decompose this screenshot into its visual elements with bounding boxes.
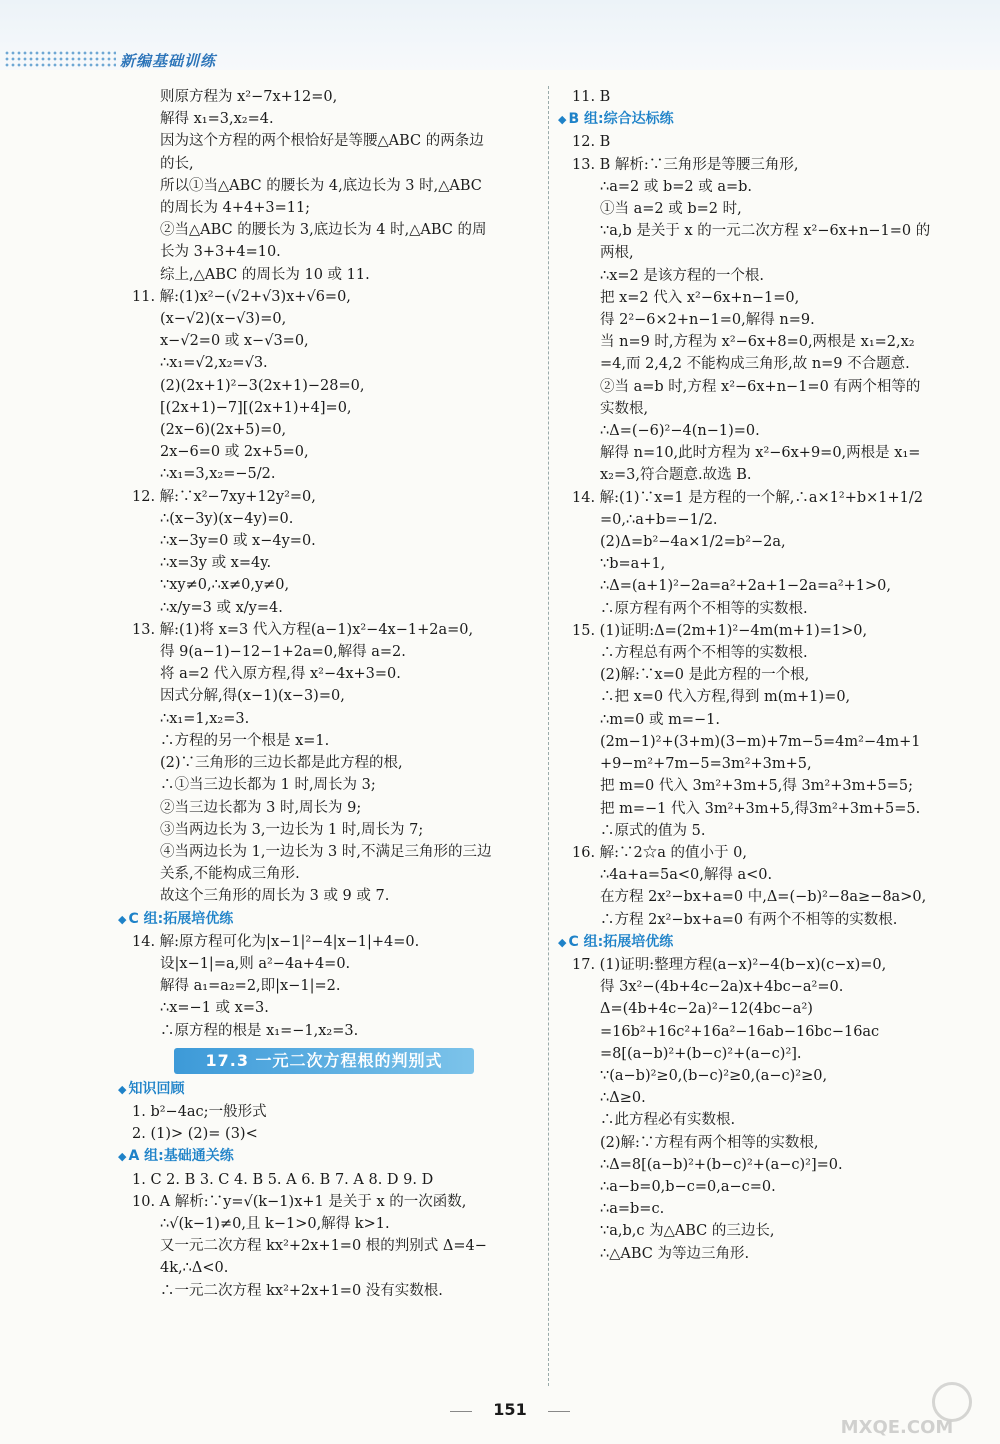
answer-line: ∴方程的另一个根是 x=1. <box>160 732 330 749</box>
answer-line: 长为 3+3+4=10. <box>160 244 281 261</box>
question-number-line: 16. 解:∵2☆a 的值小于 0, <box>572 844 747 861</box>
diamond-icon: ◆ <box>118 912 127 926</box>
answer-line: ∵b=a+1, <box>600 556 666 573</box>
left-column <box>118 86 532 1302</box>
answer-line: ∴a=2 或 b=2 或 a=b. <box>600 178 753 195</box>
answer-line: 得 3x²−(4b+4c−2a)x+4bc−a²=0. <box>600 979 844 996</box>
answer-line: [(2x+1)−7][(2x+1)+4]=0, <box>160 399 352 416</box>
watermark-logo-icon <box>932 1382 972 1422</box>
answer-line: 实数根, <box>600 400 649 417</box>
answer-line: ∵a,b 是关于 x 的一元二次方程 x²−6x+n−1=0 的 <box>600 223 931 240</box>
answer-line: ∴Δ=(a+1)²−2a=a²+2a+1−2a=a²+1>0, <box>600 578 891 595</box>
answer-line: =4,而 2,4,2 不能构成三角形,故 n=9 不合题意. <box>600 356 910 373</box>
section-heading-text: C 组:拓展培优练 <box>128 910 234 927</box>
answer-line: ∴m=0 或 m=−1. <box>600 711 720 728</box>
answer-line: x−√2=0 或 x−√3=0, <box>160 333 309 350</box>
answer-line: (2)Δ=b²−4a×1/2=b²−2a, <box>600 534 786 551</box>
answer-line: (x−√2)(x−√3)=0, <box>160 311 287 328</box>
answer-line: 把 m=−1 代入 3m²+3m+5,得3m²+3m+5=5. <box>600 800 921 817</box>
answer-line: ①当 a=2 或 b=2 时, <box>600 201 742 218</box>
answer-line: 2x−6=0 或 2x+5=0, <box>160 444 309 461</box>
answer-line: Δ=(4b+4c−2a)²−12(4bc−a²) <box>600 1001 813 1018</box>
page-header <box>0 0 1000 70</box>
answer-line: 把 x=2 代入 x²−6x+n−1=0, <box>600 289 800 306</box>
answer-line: ∴方程 2x²−bx+a=0 有两个不相等的实数根. <box>600 911 898 928</box>
answer-line: +9−m²+7m−5=3m²+3m+5, <box>600 756 812 773</box>
answer-line: (2)解:∵x=0 是此方程的一个根, <box>600 667 810 684</box>
answer-line: (2m−1)²+(3+m)(3−m)+7m−5=4m²−4m+1 <box>600 733 921 750</box>
answer-line: ∴x=3y 或 x=4y. <box>160 555 272 572</box>
answer-line: 得 2²−6×2+n−1=0,解得 n=9. <box>600 312 815 329</box>
answer-line: 又一元二次方程 kx²+2x+1=0 根的判别式 Δ=4− <box>160 1238 487 1255</box>
section-heading <box>558 931 984 954</box>
answer-line: ∵a,b,c 为△ABC 的三边长, <box>600 1223 775 1240</box>
answer-line: x₂=3,符合题意.故选 B. <box>600 467 752 484</box>
answer-line: =16b²+16c²+16a²−16ab−16bc−16ac <box>600 1023 880 1040</box>
right-column <box>558 86 984 1265</box>
answer-line: (2)(2x+1)²−3(2x+1)−28=0, <box>160 377 365 394</box>
watermark <box>812 1382 982 1438</box>
section-heading-text: A 组:基础通关练 <box>128 1148 234 1165</box>
series-title: 新编基础训练 <box>120 52 217 70</box>
answer-line: ∵(a−b)²≥0,(b−c)²≥0,(a−c)²≥0, <box>600 1067 828 1084</box>
answer-line: (2)∵三角形的三边长都是此方程的根, <box>160 755 403 772</box>
answer-line: ∴把 x=0 代入方程,得到 m(m+1)=0, <box>600 689 851 706</box>
question-number-line: 15. (1)证明:Δ=(2m+1)²−4m(m+1)=1>0, <box>572 622 868 639</box>
answer-line: ∴x₁=3,x₂=−5/2. <box>160 466 276 483</box>
answer-line: (2)解:∵方程有两个相等的实数根, <box>600 1134 819 1151</box>
answer-line: ②当 a=b 时,方程 x²−6x+n−1=0 有两个相等的 <box>600 378 921 395</box>
question-number-line: 14. 解:原方程可化为|x−1|²−4|x−1|+4=0. <box>132 933 420 950</box>
answer-line: ∴Δ≥0. <box>600 1090 646 1107</box>
answer-line: ∴Δ=8[(a−b)²+(b−c)²+(a−c)²]=0. <box>600 1156 843 1173</box>
answer-line: ∴Δ=(−6)²−4(n−1)=0. <box>600 423 760 440</box>
answer-line: 得 9(a−1)−12−1+2a=0,解得 a=2. <box>160 644 406 661</box>
answer-line: ∴4a+a=5a<0,解得 a<0. <box>600 867 773 884</box>
answer-line: ②当△ABC 的腰长为 3,底边长为 4 时,△ABC 的周 <box>160 222 487 239</box>
answer-line: ∴此方程必有实数根. <box>600 1112 736 1129</box>
section-heading <box>558 108 984 131</box>
question-number-line: 1. C 2. B 3. C 4. B 5. A 6. B 7. A 8. D 9. D <box>132 1171 434 1188</box>
answer-line: 的长, <box>160 155 194 172</box>
diamond-icon: ◆ <box>118 1150 127 1164</box>
answer-line: ∴x=2 是该方程的一个根. <box>600 267 764 284</box>
answer-line: 设|x−1|=a,则 a²−4a+4=0. <box>160 955 351 972</box>
answer-line: 所以①当△ABC 的腰长为 4,底边长为 3 时,△ABC <box>160 177 482 194</box>
answer-line: ∴x₁=√2,x₂=√3. <box>160 355 268 372</box>
diamond-icon: ◆ <box>118 1082 127 1096</box>
diamond-icon: ◆ <box>558 935 567 949</box>
answer-line: ∴①当三边长都为 1 时,周长为 3; <box>160 777 376 794</box>
answer-line: 解得 n=10,此时方程为 x²−6x+9=0,两根是 x₁= <box>600 445 921 462</box>
diamond-icon: ◆ <box>558 113 567 127</box>
answer-line: 解得 a₁=a₂=2,即|x−1|=2. <box>160 978 341 995</box>
answer-line: ∴a=b=c. <box>600 1201 665 1218</box>
chapter-banner: 17.3 一元二次方程根的判别式 <box>174 1048 474 1074</box>
answer-line: 综上,△ABC 的周长为 10 或 11. <box>160 266 370 283</box>
answer-line: 因式分解,得(x−1)(x−3)=0, <box>160 688 345 705</box>
answer-line: ∴x=−1 或 x=3. <box>160 1000 269 1017</box>
answer-line: ∴a−b=0,b−c=0,a−c=0. <box>600 1178 776 1195</box>
watermark-text: MXQE.COM <box>840 1417 954 1438</box>
section-heading-text: C 组:拓展培优练 <box>568 933 674 950</box>
question-number-line: 13. B 解析:∵三角形是等腰三角形, <box>572 156 799 173</box>
answer-line: ∴x/y=3 或 x/y=4. <box>160 599 283 616</box>
answer-line: 4k,∴Δ<0. <box>160 1260 229 1277</box>
answer-line: 在方程 2x²−bx+a=0 中,Δ=(−b)²−8a≥−8a>0, <box>600 889 927 906</box>
page-number: 151 <box>470 1400 550 1419</box>
section-heading <box>118 1145 532 1168</box>
answer-line: 故这个三角形的周长为 3 或 9 或 7. <box>160 888 390 905</box>
answer-line: =8[(a−b)²+(b−c)²+(a−c)²]. <box>600 1045 802 1062</box>
answer-line: ∴x₁=1,x₂=3. <box>160 710 250 727</box>
answer-line: 把 m=0 代入 3m²+3m+5,得 3m²+3m+5=5; <box>600 778 914 795</box>
answer-line: 当 n=9 时,方程为 x²−6x+8=0,两根是 x₁=2,x₂ <box>600 334 915 351</box>
column-divider <box>548 86 549 1386</box>
question-number-line: 14. 解:(1)∵x=1 是方程的一个解,∴a×1²+b×1+1/2 <box>572 489 923 506</box>
answer-line: =0,∴a+b=−1/2. <box>600 511 718 528</box>
answer-line: ③当两边长为 3,一边长为 1 时,周长为 7; <box>160 821 424 838</box>
answer-line: 则原方程为 x²−7x+12=0, <box>160 89 338 105</box>
answer-line: 关系,不能构成三角形. <box>160 866 300 883</box>
answer-line: 解得 x₁=3,x₂=4. <box>160 111 274 128</box>
answer-line: ∴(x−3y)(x−4y)=0. <box>160 510 294 527</box>
answer-line: ∴方程总有两个不相等的实数根. <box>600 645 808 662</box>
answer-line: 两根, <box>600 245 634 262</box>
question-number-line: 11. 解:(1)x²−(√2+√3)x+√6=0, <box>132 288 351 305</box>
question-number-line: 10. A 解析:∵y=√(k−1)x+1 是关于 x 的一次函数, <box>132 1193 467 1210</box>
header-dot-pattern <box>4 50 116 68</box>
question-number-line: 11. B <box>572 89 611 105</box>
answer-line: 的周长为 4+4+3=11; <box>160 200 311 217</box>
answer-line: ∴原方程有两个不相等的实数根. <box>600 600 808 617</box>
answer-line: ∴原式的值为 5. <box>600 822 706 839</box>
question-number-line: 12. B <box>572 134 611 151</box>
question-number-line: 2. (1)> (2)= (3)< <box>132 1126 258 1143</box>
answer-line: ∵xy≠0,∴x≠0,y≠0, <box>160 577 290 594</box>
answer-line: ∴一元二次方程 kx²+2x+1=0 没有实数根. <box>160 1282 443 1299</box>
question-number-line: 17. (1)证明:整理方程(a−x)²−4(b−x)(c−x)=0, <box>572 956 887 973</box>
answer-line: ∴x−3y=0 或 x−4y=0. <box>160 533 316 550</box>
section-heading <box>118 1078 532 1101</box>
section-heading-text: B 组:综合达标练 <box>568 111 674 128</box>
section-heading <box>118 908 532 931</box>
section-heading-text: 知识回顾 <box>128 1080 185 1097</box>
answer-line: ④当两边长为 1,一边长为 3 时,不满足三角形的三边 <box>160 843 492 860</box>
question-number-line: 12. 解:∵x²−7xy+12y²=0, <box>132 488 316 505</box>
question-number-line: 13. 解:(1)将 x=3 代入方程(a−1)x²−4x−1+2a=0, <box>132 621 474 638</box>
answer-line: ∴√(k−1)≠0,且 k−1>0,解得 k>1. <box>160 1215 390 1232</box>
answer-line: ∴△ABC 为等边三角形. <box>600 1245 750 1262</box>
answer-line: 将 a=2 代入原方程,得 x²−4x+3=0. <box>160 666 401 683</box>
question-number-line: 1. b²−4ac;一般形式 <box>132 1103 267 1120</box>
answer-line: (2x−6)(2x+5)=0, <box>160 422 287 439</box>
answer-line: 因为这个方程的两个根恰好是等腰△ABC 的两条边 <box>160 133 484 150</box>
answer-line: ∴原方程的根是 x₁=−1,x₂=3. <box>160 1022 359 1039</box>
answer-line: ②当三边长都为 3 时,周长为 9; <box>160 799 362 816</box>
